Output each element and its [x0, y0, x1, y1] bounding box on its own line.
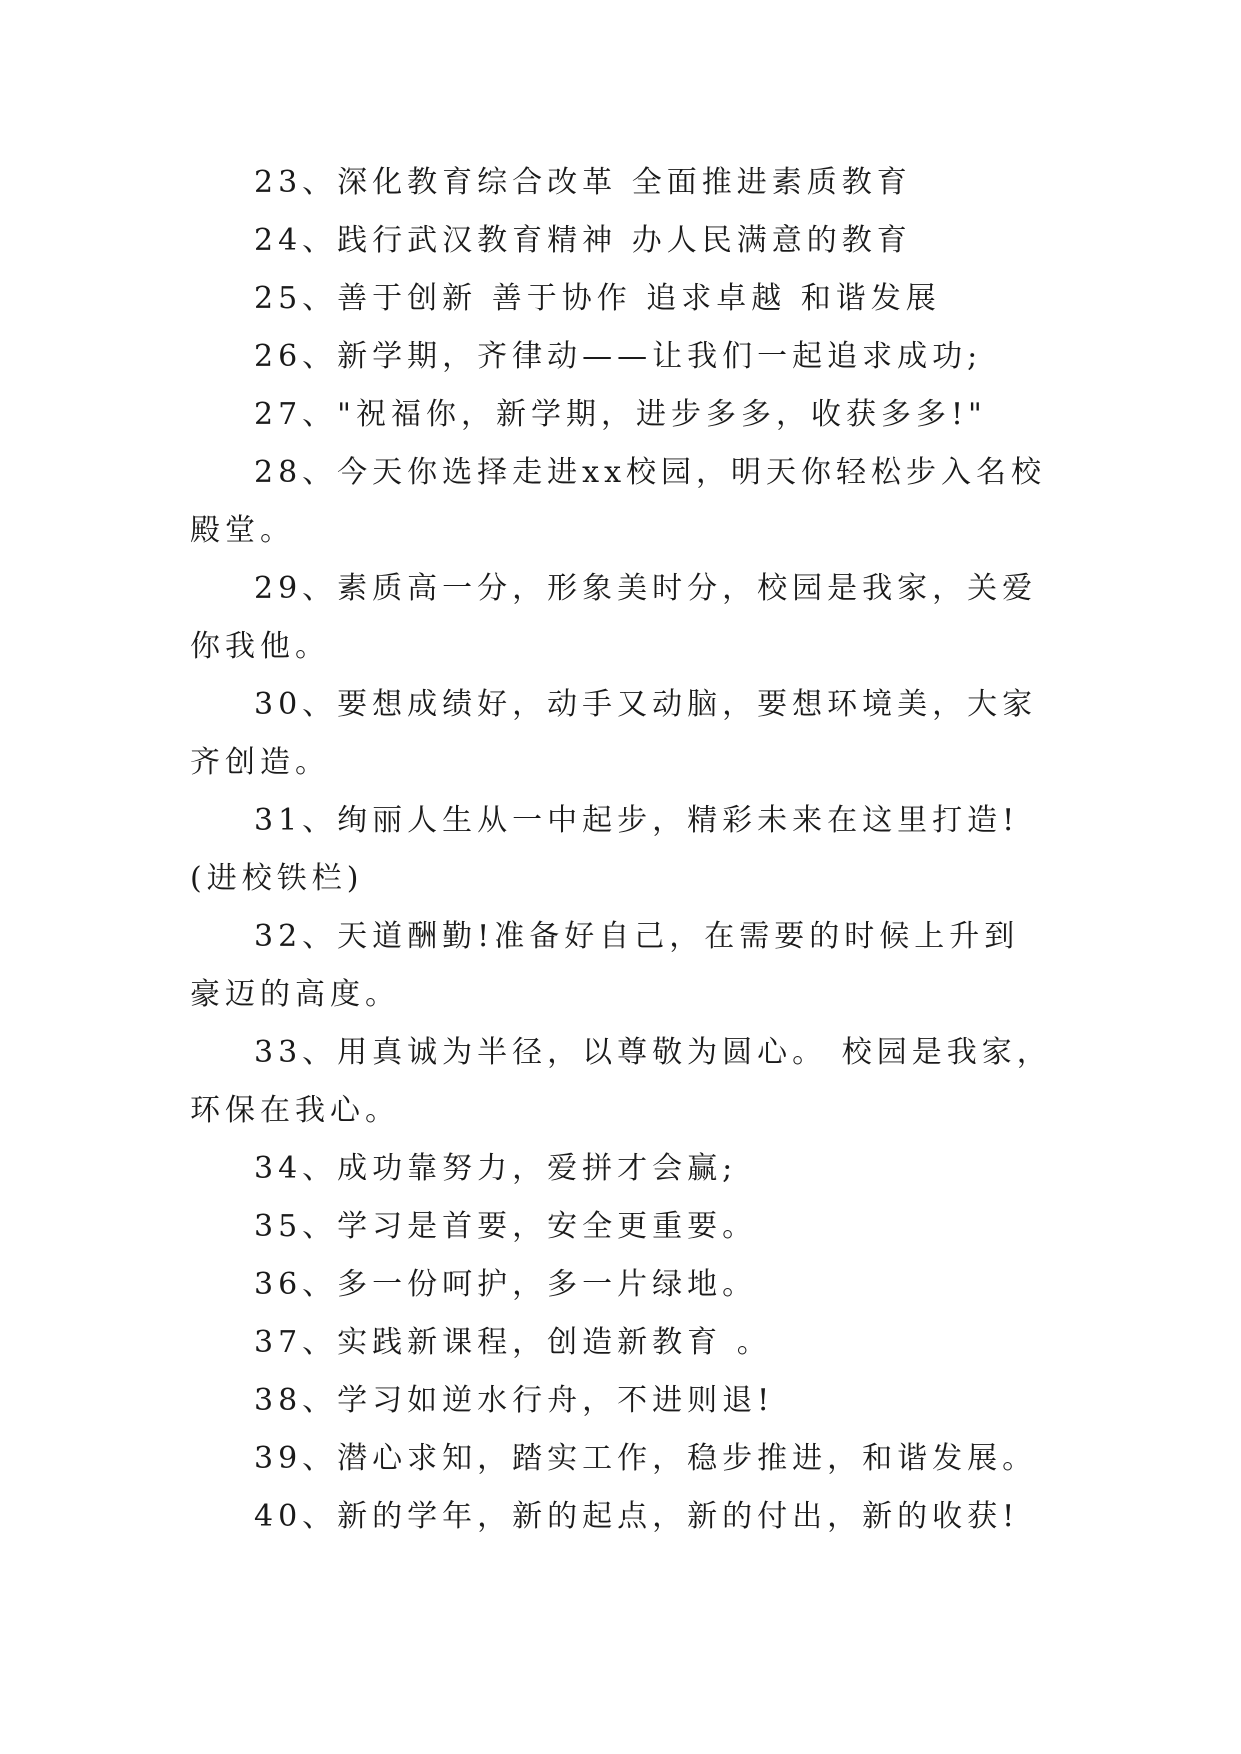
- document-body: [190, 154, 1052, 1546]
- list-item: 24、践行武汉教育精神 办人民满意的教育: [254, 223, 912, 258]
- list-item: 31、绚丽人生从一中起步，精彩未来在这里打造!(进校铁栏): [190, 803, 1020, 896]
- list-item: 35、学习是首要，安全更重要。: [254, 1209, 758, 1244]
- list-item: 34、成功靠努力，爱拼才会赢;: [254, 1151, 738, 1186]
- list-item: 29、素质高一分，形象美时分，校园是我家，关爱你我他。: [190, 571, 1038, 664]
- list-item: 30、要想成绩好，动手又动脑，要想环境美，大家齐创造。: [190, 687, 1038, 780]
- list-item: 39、潜心求知，踏实工作，稳步推进，和谐发展。: [254, 1441, 1038, 1476]
- list-item: 38、学习如逆水行舟，不进则退!: [254, 1383, 775, 1418]
- list-item: 23、深化教育综合改革 全面推进素质教育: [254, 165, 912, 200]
- list-item: 32、天道酬勤!准备好自己，在需要的时候上升到豪迈的高度。: [190, 919, 1020, 1012]
- list-item: 33、用真诚为半径，以尊敬为圆心。 校园是我家，环保在我心。: [190, 1035, 1052, 1128]
- list-item: 40、新的学年，新的起点，新的付出，新的收获!: [254, 1499, 1020, 1534]
- list-item: 28、今天你选择走进xx校园，明天你轻松步入名校殿堂。: [190, 455, 1047, 548]
- list-item: 25、善于创新 善于协作 追求卓越 和谐发展: [254, 281, 941, 316]
- list-item: 36、多一份呵护，多一片绿地。: [254, 1267, 758, 1302]
- list-item: 27、"祝福你，新学期，进步多多，收获多多!": [254, 397, 987, 432]
- list-item: 37、实践新课程，创造新教育 。: [254, 1325, 772, 1360]
- list-item: 26、新学期，齐律动——让我们一起追求成功;: [254, 339, 983, 374]
